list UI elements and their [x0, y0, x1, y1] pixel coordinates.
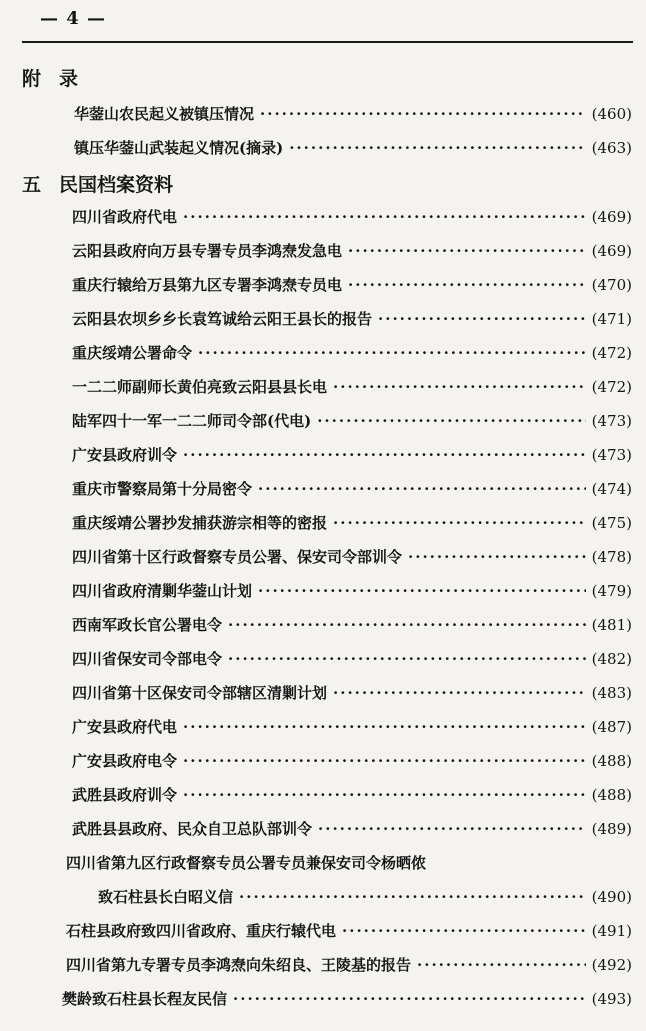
- toc-entry-page: (481): [591, 616, 632, 634]
- toc-entry-title: 广安县政府代电: [72, 718, 178, 736]
- toc-entry[interactable]: [72, 750, 632, 771]
- toc-entry[interactable]: [74, 137, 632, 158]
- toc-entry-continuation: 致石柱县长白昭义信: [98, 888, 234, 906]
- toc-entry-page: (483): [591, 684, 632, 702]
- toc-entry-title: 镇压华蓥山武装起义情况(摘录): [74, 139, 284, 157]
- toc-entry-title: 重庆市警察局第十分局密令: [72, 480, 253, 498]
- leader-dots: [258, 582, 586, 600]
- toc-entry[interactable]: [74, 103, 632, 124]
- toc-entry-title: 四川省第九专署专员李鸿焘向朱绍良、王陵基的报告: [66, 956, 412, 974]
- toc-entry-title: 四川省第十区保安司令部辖区清剿计划: [72, 684, 328, 702]
- toc-entry-multiline[interactable]: [66, 852, 632, 873]
- toc-entry[interactable]: [66, 920, 632, 941]
- toc-entry[interactable]: [72, 240, 632, 261]
- header-rule: [22, 41, 633, 43]
- leader-dots: [417, 956, 586, 974]
- toc-entry-title: 重庆行辕给万县第九区专署李鸿焘专员电: [72, 276, 343, 294]
- leader-dots: [183, 718, 586, 736]
- leader-dots: [378, 310, 586, 328]
- toc-entry-page: (470): [591, 276, 632, 294]
- toc-entry[interactable]: [72, 512, 632, 533]
- toc-entry-page: (488): [591, 786, 632, 804]
- leader-dots: [183, 752, 586, 770]
- toc-entry[interactable]: [72, 784, 632, 805]
- leader-dots: [333, 514, 586, 532]
- toc-entry-page: (469): [591, 208, 632, 226]
- toc-entry-page: (492): [591, 956, 632, 974]
- toc-entry-page: (488): [591, 752, 632, 770]
- leader-dots: [333, 378, 586, 396]
- toc-entry-page: (489): [591, 820, 632, 838]
- toc-entry[interactable]: [72, 478, 632, 499]
- leader-dots: [239, 888, 586, 906]
- leader-dots: [228, 650, 586, 668]
- toc-entry-title: 四川省政府清剿华蓥山计划: [72, 582, 253, 600]
- leader-dots: [333, 684, 586, 702]
- toc-entry[interactable]: [72, 648, 632, 669]
- toc-entry-page: (463): [591, 139, 632, 157]
- toc-entry-page: (479): [591, 582, 632, 600]
- toc-entry-title: 武胜县县政府、民众自卫总队部训令: [72, 820, 313, 838]
- leader-dots: [228, 616, 586, 634]
- toc-entry-title: 石柱县政府致四川省政府、重庆行辕代电: [66, 922, 337, 940]
- toc-entry-page: (490): [591, 888, 632, 906]
- toc-entry[interactable]: [62, 988, 632, 1009]
- toc-entry[interactable]: [72, 376, 632, 397]
- leader-dots: [183, 786, 586, 804]
- toc-entry-title: 陆军四十一军一二二师司令部(代电): [72, 412, 312, 430]
- section-title: 录: [59, 68, 79, 90]
- toc-entry-title: 华蓥山农民起义被镇压情况: [74, 105, 255, 123]
- toc-entry-title: 四川省保安司令部电令: [72, 650, 223, 668]
- section-title: 民国档案资料: [59, 174, 174, 196]
- toc-entry-continuation-line[interactable]: [98, 886, 632, 907]
- leader-dots: [260, 105, 586, 123]
- leader-dots: [318, 820, 586, 838]
- toc-entry-title: 重庆绥靖公署命令: [72, 344, 193, 362]
- leader-dots: [233, 990, 586, 1008]
- toc-entry-page: (473): [591, 412, 632, 430]
- toc-entry-page: (460): [591, 105, 632, 123]
- toc-entry[interactable]: [72, 682, 632, 703]
- section-number: 五: [22, 174, 42, 196]
- toc-entry-title: 四川省第九区行政督察专员公署专员兼保安司令杨晒侬: [66, 854, 427, 872]
- toc-entry-title: 云阳县农坝乡乡长袁笃诚给云阳王县长的报告: [72, 310, 373, 328]
- toc-entry[interactable]: [72, 274, 632, 295]
- toc-entry-page: (482): [591, 650, 632, 668]
- section-heading-republic-archives: [22, 170, 173, 197]
- leader-dots: [342, 922, 586, 940]
- section-heading-appendix: [22, 64, 78, 91]
- leader-dots: [348, 276, 586, 294]
- leader-dots: [408, 548, 586, 566]
- toc-entry[interactable]: [72, 580, 632, 601]
- toc-entry-title: 武胜县政府训令: [72, 786, 178, 804]
- page-number-header: — 4 —: [40, 8, 107, 29]
- toc-entry-title: 四川省政府代电: [72, 208, 178, 226]
- toc-entry-page: (475): [591, 514, 632, 532]
- toc-entry[interactable]: [72, 308, 632, 329]
- toc-entry[interactable]: [72, 206, 632, 227]
- toc-entry[interactable]: [66, 954, 632, 975]
- toc-entry-page: (472): [591, 378, 632, 396]
- toc-entry[interactable]: [72, 818, 632, 839]
- toc-entry-title: 广安县政府电令: [72, 752, 178, 770]
- toc-entry-title: 重庆绥靖公署抄发捕获游宗相等的密报: [72, 514, 328, 532]
- toc-entry-title: 云阳县政府向万县专署专员李鸿焘发急电: [72, 242, 343, 260]
- leader-dots: [258, 480, 586, 498]
- toc-entry-title: 一二二师副师长黄伯亮致云阳县县长电: [72, 378, 328, 396]
- toc-entry-page: (487): [591, 718, 632, 736]
- leader-dots: [198, 344, 586, 362]
- toc-entry-title: 西南军政长官公署电令: [72, 616, 223, 634]
- toc-entry-page: (472): [591, 344, 632, 362]
- toc-entry-page: (491): [591, 922, 632, 940]
- leader-dots: [183, 208, 586, 226]
- toc-entry[interactable]: [72, 546, 632, 567]
- toc-entry-title: 广安县政府训令: [72, 446, 178, 464]
- toc-entry[interactable]: [72, 444, 632, 465]
- toc-entry-page: (474): [591, 480, 632, 498]
- toc-entry[interactable]: [72, 614, 632, 635]
- toc-entry-title: 四川省第十区行政督察专员公署、保安司令部训令: [72, 548, 403, 566]
- toc-entry-page: (469): [591, 242, 632, 260]
- leader-dots: [289, 139, 585, 157]
- toc-entry-page: (493): [591, 990, 632, 1008]
- toc-entry[interactable]: [72, 716, 632, 737]
- toc-entry-title: 樊龄致石柱县长程友民信: [62, 990, 228, 1008]
- toc-entry[interactable]: [72, 342, 632, 363]
- leader-dots: [183, 446, 586, 464]
- toc-entry-page: (471): [591, 310, 632, 328]
- toc-entry-page: (478): [591, 548, 632, 566]
- toc-entry-page: (473): [591, 446, 632, 464]
- section-number: 附: [22, 68, 42, 90]
- leader-dots: [317, 412, 585, 430]
- leader-dots: [348, 242, 586, 260]
- toc-entry[interactable]: [72, 410, 632, 431]
